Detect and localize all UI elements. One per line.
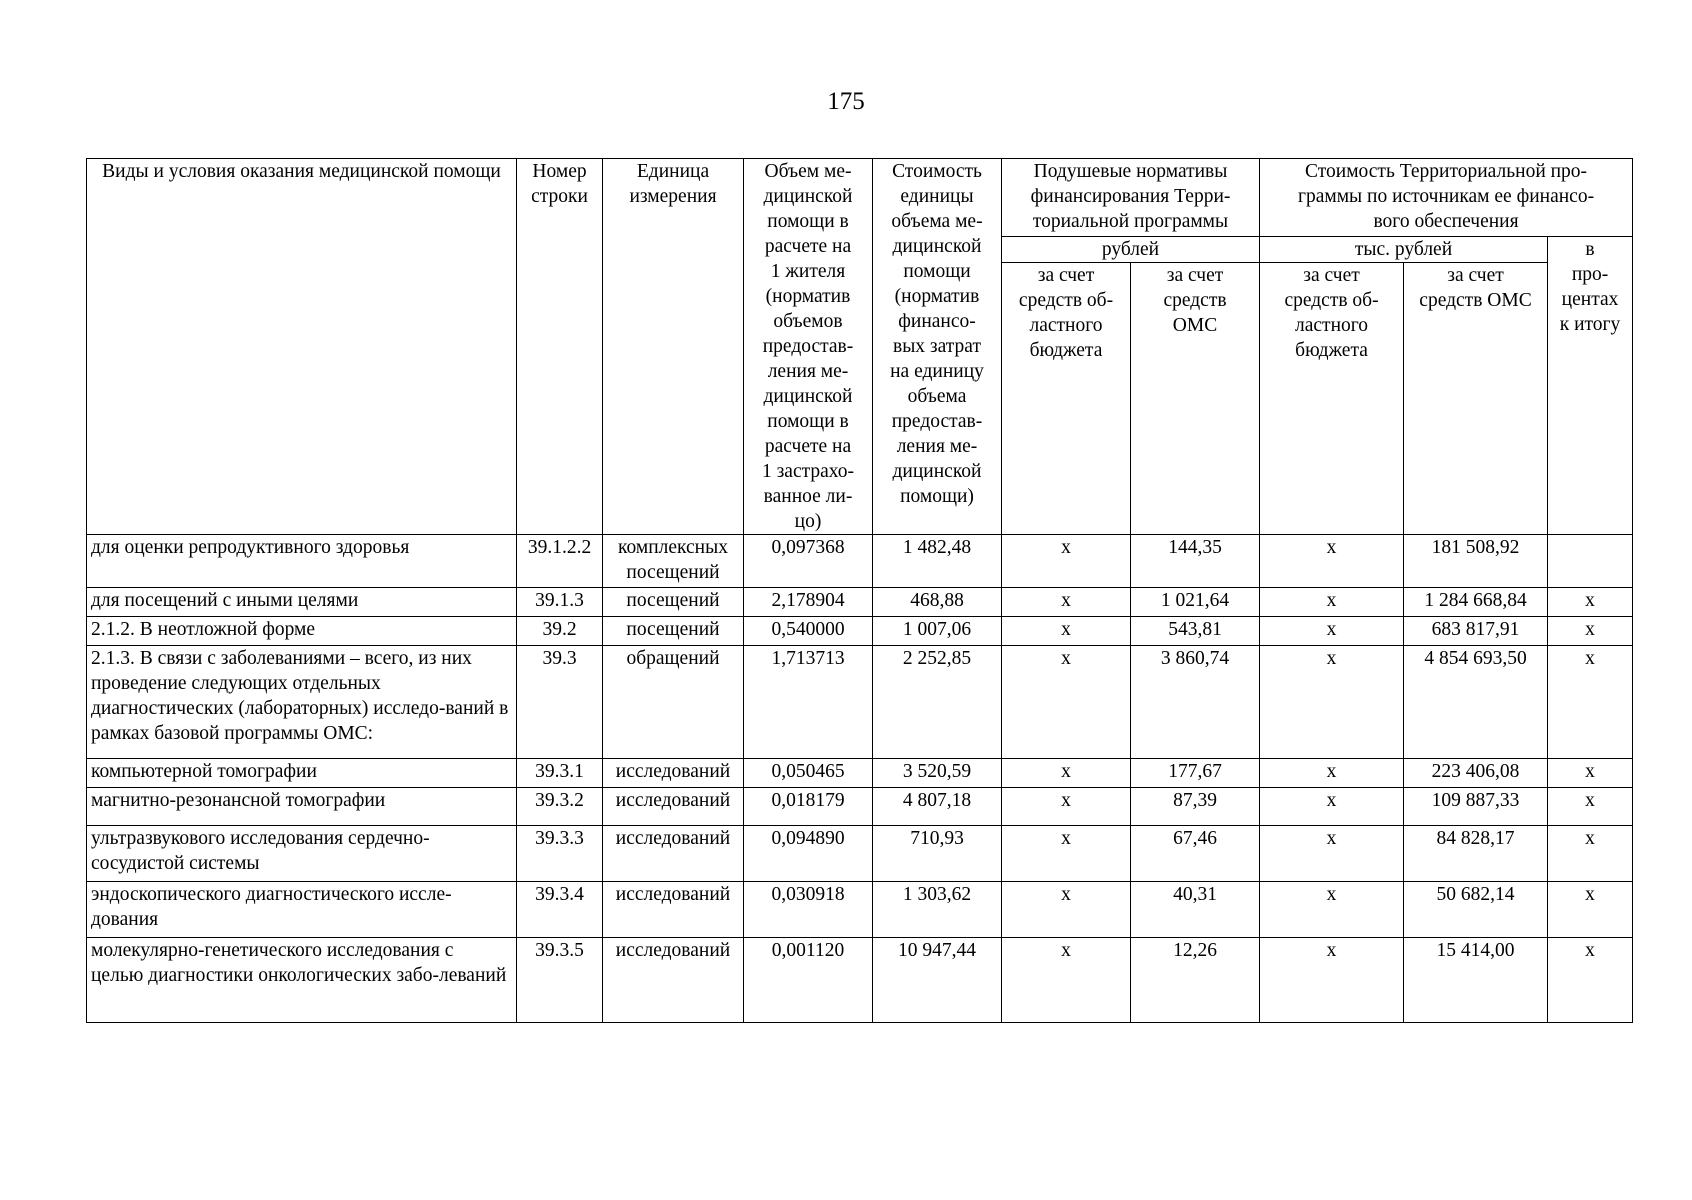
table-row (87, 882, 1633, 938)
row-number: 39.3.2 (517, 788, 603, 826)
header-regional-budget-per-capita: за счет средств об- ластного бюджета (1002, 263, 1131, 535)
row-regional-per-capita: х (1002, 646, 1131, 759)
table-row (87, 788, 1633, 826)
header-rubles: рублей (1002, 237, 1260, 263)
row-unit: посещений (603, 588, 744, 617)
row-oms-per-capita: 144,35 (1131, 535, 1260, 588)
financing-table (86, 158, 1633, 1023)
row-oms-total: 4 854 693,50 (1404, 646, 1548, 759)
row-volume: 0,018179 (744, 788, 873, 826)
row-name: ультразвукового исследования сердечно-сосудистой системы (87, 826, 517, 882)
row-cost: 3 520,59 (873, 759, 1002, 788)
row-oms-total: 84 828,17 (1404, 826, 1548, 882)
row-name: 2.1.3. В связи с заболеваниями – всего, из них проведение следующих отдельных диагностических (лабораторных) исследо-ваний в рамках базовой программы ОМС: (87, 646, 517, 759)
header-oms-total: за счет средств ОМС (1404, 263, 1548, 535)
row-regional-total: х (1260, 646, 1404, 759)
header-regional-budget-total: за счет средств об- ластного бюджета (1260, 263, 1404, 535)
row-oms-per-capita: 3 860,74 (1131, 646, 1260, 759)
row-oms-per-capita: 87,39 (1131, 788, 1260, 826)
row-percent: х (1548, 938, 1633, 1023)
row-unit: комплексных посещений (603, 535, 744, 588)
row-name: 2.1.2. В неотложной форме (87, 617, 517, 646)
table-header (87, 159, 1633, 535)
row-cost: 468,88 (873, 588, 1002, 617)
row-unit: посещений (603, 617, 744, 646)
row-percent: х (1548, 588, 1633, 617)
row-unit: обращений (603, 646, 744, 759)
row-regional-total: х (1260, 938, 1404, 1023)
row-regional-total: х (1260, 788, 1404, 826)
row-oms-total: 50 682,14 (1404, 882, 1548, 938)
table-body (87, 535, 1633, 1023)
header-thousand-rubles: тыс. рублей (1260, 237, 1548, 263)
row-oms-per-capita: 12,26 (1131, 938, 1260, 1023)
row-regional-per-capita: х (1002, 826, 1131, 882)
row-percent: х (1548, 882, 1633, 938)
header-percent: в про- центах к итогу (1548, 237, 1633, 535)
row-oms-total: 181 508,92 (1404, 535, 1548, 588)
header-unit-cost: Стоимость единицы объема ме- дицинской помощи (норматив финансо- вых затрат на единицу объема предостав- ления ме- дицинской помощи) (873, 159, 1002, 535)
header-line-number: Номер строки (517, 159, 603, 535)
row-regional-per-capita: х (1002, 617, 1131, 646)
row-regional-per-capita: х (1002, 938, 1131, 1023)
row-percent: х (1548, 617, 1633, 646)
row-number: 39.3.4 (517, 882, 603, 938)
row-unit: исследований (603, 938, 744, 1023)
row-oms-total: 683 817,91 (1404, 617, 1548, 646)
header-total-cost: Стоимость Территориальной про- граммы по источникам ее финансо- вого обеспечения (1260, 159, 1633, 237)
row-unit: исследований (603, 826, 744, 882)
row-percent: х (1548, 646, 1633, 759)
table-row (87, 938, 1633, 1023)
row-regional-total: х (1260, 882, 1404, 938)
row-regional-per-capita: х (1002, 535, 1131, 588)
table-row (87, 617, 1633, 646)
header-volume: Объем ме- дицинской помощи в расчете на 1 жителя (норматив объемов предостав- ления ме- дицинской помощи в расчете на 1 застрахо- ванное ли- цо) (744, 159, 873, 535)
row-cost: 1 303,62 (873, 882, 1002, 938)
row-oms-per-capita: 40,31 (1131, 882, 1260, 938)
row-regional-per-capita: х (1002, 788, 1131, 826)
header-per-capita: Подушевые нормативы финансирования Терри- ториальной программы (1002, 159, 1260, 237)
row-number: 39.3.3 (517, 826, 603, 882)
row-oms-total: 15 414,00 (1404, 938, 1548, 1023)
row-cost: 1 007,06 (873, 617, 1002, 646)
row-oms-per-capita: 177,67 (1131, 759, 1260, 788)
row-percent: х (1548, 826, 1633, 882)
row-number: 39.2 (517, 617, 603, 646)
row-name: эндоскопического диагностического иссле-дования (87, 882, 517, 938)
row-unit: исследований (603, 759, 744, 788)
row-oms-total: 1 284 668,84 (1404, 588, 1548, 617)
row-percent (1548, 535, 1633, 588)
header-unit: Единица измерения (603, 159, 744, 535)
row-regional-total: х (1260, 759, 1404, 788)
row-volume: 2,178904 (744, 588, 873, 617)
row-name: для посещений с иными целями (87, 588, 517, 617)
row-name: молекулярно-генетического исследования с целью диагностики онкологических забо-леваний (87, 938, 517, 1023)
row-name: для оценки репродуктивного здоровья (87, 535, 517, 588)
row-regional-per-capita: х (1002, 588, 1131, 617)
row-oms-total: 109 887,33 (1404, 788, 1548, 826)
row-regional-total: х (1260, 826, 1404, 882)
row-oms-total: 223 406,08 (1404, 759, 1548, 788)
row-oms-per-capita: 67,46 (1131, 826, 1260, 882)
row-volume: 0,097368 (744, 535, 873, 588)
header-kind: Виды и условия оказания медицинской помощи (87, 159, 517, 535)
table-row (87, 646, 1633, 759)
row-cost: 10 947,44 (873, 938, 1002, 1023)
table-row (87, 759, 1633, 788)
row-cost: 4 807,18 (873, 788, 1002, 826)
row-volume: 0,001120 (744, 938, 873, 1023)
row-regional-total: х (1260, 535, 1404, 588)
row-regional-per-capita: х (1002, 759, 1131, 788)
page-number: 175 (827, 88, 865, 115)
row-number: 39.3.1 (517, 759, 603, 788)
row-unit: исследований (603, 788, 744, 826)
row-volume: 0,094890 (744, 826, 873, 882)
row-percent: х (1548, 788, 1633, 826)
row-regional-total: х (1260, 588, 1404, 617)
table-row (87, 535, 1633, 588)
row-percent: х (1548, 759, 1633, 788)
row-cost: 1 482,48 (873, 535, 1002, 588)
row-number: 39.3.5 (517, 938, 603, 1023)
table-row (87, 588, 1633, 617)
row-volume: 0,030918 (744, 882, 873, 938)
row-regional-total: х (1260, 617, 1404, 646)
row-name: компьютерной томографии (87, 759, 517, 788)
row-oms-per-capita: 543,81 (1131, 617, 1260, 646)
row-volume: 0,050465 (744, 759, 873, 788)
row-number: 39.3 (517, 646, 603, 759)
row-name: магнитно-резонансной томографии (87, 788, 517, 826)
row-volume: 0,540000 (744, 617, 873, 646)
row-unit: исследований (603, 882, 744, 938)
row-number: 39.1.3 (517, 588, 603, 617)
row-number: 39.1.2.2 (517, 535, 603, 588)
row-regional-per-capita: х (1002, 882, 1131, 938)
header-oms-per-capita: за счет средств ОМС (1131, 263, 1260, 535)
row-cost: 2 252,85 (873, 646, 1002, 759)
table-row (87, 826, 1633, 882)
row-volume: 1,713713 (744, 646, 873, 759)
row-oms-per-capita: 1 021,64 (1131, 588, 1260, 617)
row-cost: 710,93 (873, 826, 1002, 882)
